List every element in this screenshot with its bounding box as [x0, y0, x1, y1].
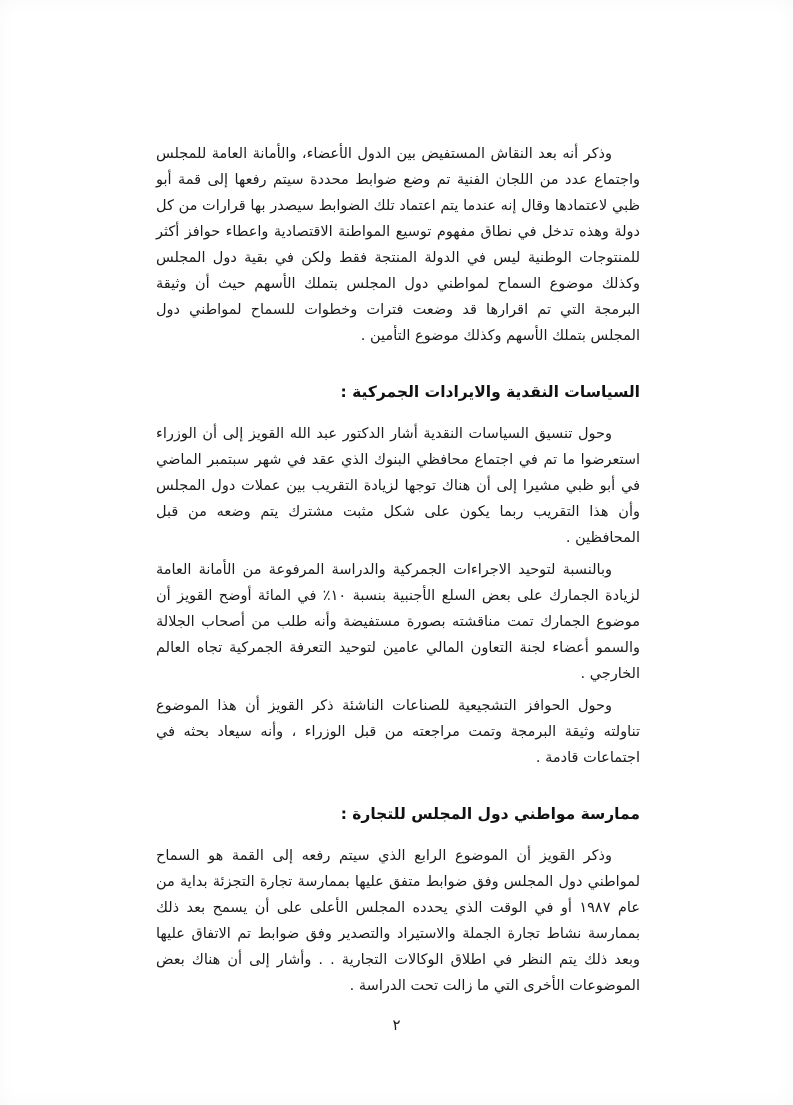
section-heading-monetary-policies: السياسات النقدية والايرادات الجمركية :	[340, 383, 640, 401]
paragraph-trade-practice: وذكر القويز أن الموضوع الرابع الذي سيتم رفعه إلى القمة هو السماح لمواطني دول المجلس وفق ضوابط متفق عليها بممارسة تجارة التجزئة بداية من عام ١٩٨٧ أو في الوقت الذي يحدده المجلس الأعلى على أن يسمح بعد ذلك بممارسة نشاط تجارة الجملة والاستيراد والتصدير وفق ضوابط تم الاتفاق عليها وبعد ذلك يتم النظر في اطلاق الوكالات التجارية . . وأشار إلى أن هناك بعض الموضوعات الأخرى التي ما زالت تحت الدراسة .	[156, 848, 640, 994]
section-heading-trade-practice: ممارسة مواطني دول المجلس للتجارة :	[340, 805, 640, 823]
page-number: ٢	[392, 1016, 401, 1034]
paragraph-industry-incentives: وحول الحوافز التشجيعية للصناعات الناشئة ذكر القويز أن هذا الموضوع تناولته وثيقة البرمجة وتمت مراجعته من قبل الوزراء ، وأنه سيعاد بحثه في اجتماعات قادمة .	[156, 698, 640, 766]
paragraph-customs-unification: وبالنسبة لتوحيد الاجراءات الجمركية والدراسة المرفوعة من الأمانة العامة لزيادة الجمارك على بعض السلع الأجنبية بنسبة ١٠٪ في المائة أوضح القويز أن موضوع الجمارك تمت مناقشته بصورة مستفيضة وأنه طلب من أصحاب الجلالة والسمو أعضاء لجنة التعاون المالي عامين لتوحيد التعرفة الجمركية تجاه العالم الخارجي .	[156, 562, 640, 682]
paragraph-intro-controls: وذكر أنه بعد النقاش المستفيض بين الدول الأعضاء، والأمانة العامة للمجلس واجتماع عدد من اللجان الفنية تم وضع ضوابط محددة سيتم رفعها إلى قمة أبو ظبي لاعتمادها وقال إنه عندما يتم اعتماد تلك الضوابط سيصدر بها قرارات من كل دولة وهذه تدخل في نطاق مفهوم توسيع المواطنة الاقتصادية واعطاء حوافز أكثر للمنتوجات الوطنية ليس في الدولة المنتجة فقط ولكن في بقية دول المجلس وكذلك موضوع السماح لمواطني دول المجلس بتملك الأسهم حيث أن وثيقة البرمجة التي تم اقرارها قد وضعت فترات وخطوات للسماح لمواطني دول المجلس بتملك الأسهم وكذلك موضوع التأمين .	[156, 146, 640, 344]
paragraph-monetary-coordination: وحول تنسيق السياسات النقدية أشار الدكتور عبد الله القويز إلى أن الوزراء استعرضوا ما تم في اجتماع محافظي البنوك الذي عقد في شهر سبتمبر الماضي في أبو ظبي مشيرا إلى أن هناك توجها لزيادة التقريب بين عملات دول المجلس وأن هذا التقريب ربما يكون على شكل مثبت مشترك يتم وضعه من قبل المحافظين .	[156, 426, 640, 546]
document-text-block	[156, 141, 640, 1005]
